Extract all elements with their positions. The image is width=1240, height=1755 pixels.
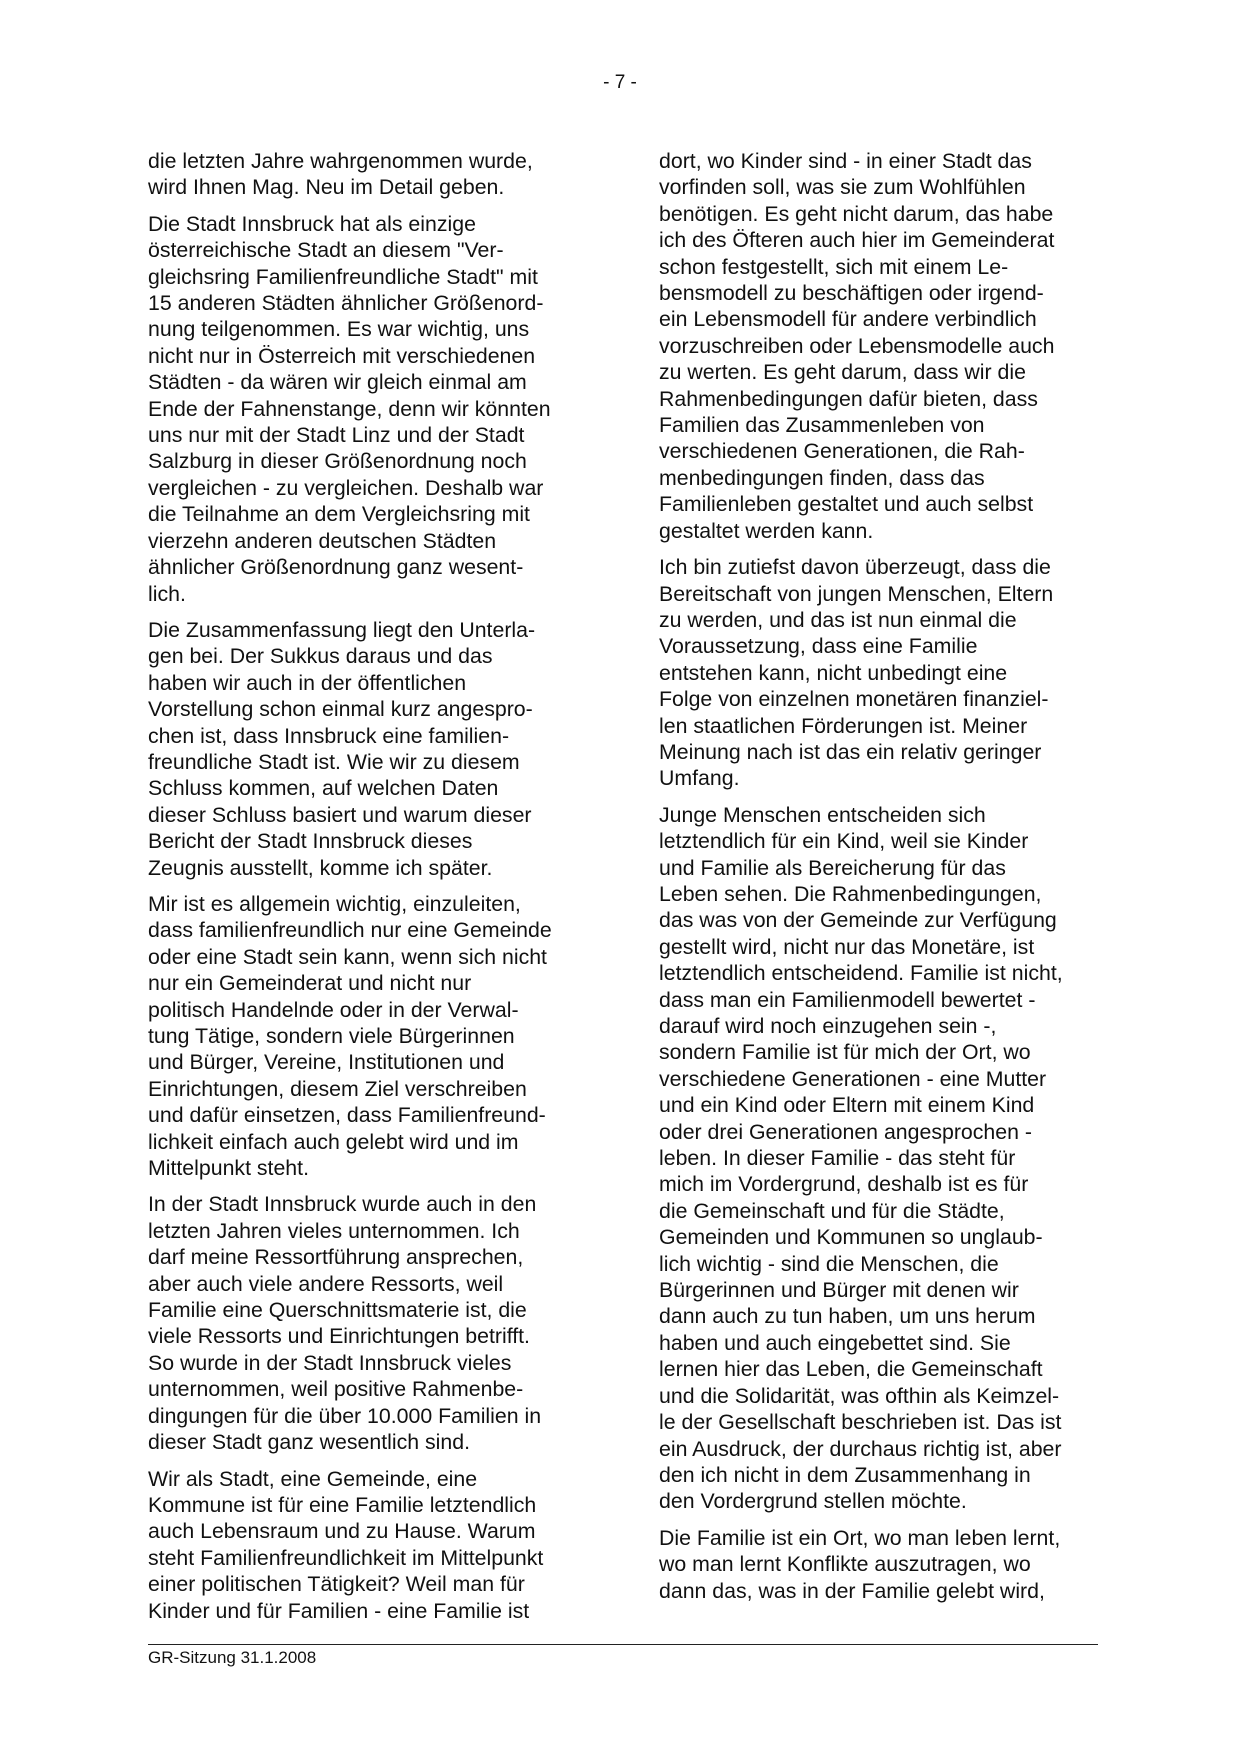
text-line: dieser Schluss basiert und warum dieser bbox=[148, 802, 532, 827]
text-column-right bbox=[659, 148, 1097, 1614]
text-line: chen ist, dass Innsbruck eine familien- bbox=[148, 723, 510, 748]
text-line: Meinung nach ist das ein relativ geringer bbox=[659, 739, 1042, 764]
paragraph bbox=[659, 802, 1097, 1515]
text-line: gleichsring Familienfreundliche Stadt" mit bbox=[148, 264, 538, 289]
text-line: und ein Kind oder Eltern mit einem Kind bbox=[659, 1093, 1035, 1118]
text-line: Bürgerinnen und Bürger mit denen wir bbox=[659, 1278, 1019, 1303]
text-line: nung teilgenommen. Es war wichtig, uns bbox=[148, 317, 530, 342]
text-line: lich. bbox=[148, 581, 186, 606]
text-line: le der Gesellschaft beschrieben ist. Das ist bbox=[659, 1410, 1062, 1435]
text-line: und dafür einsetzen, dass Familienfreund- bbox=[148, 1103, 546, 1128]
text-line: Junge Menschen entscheiden sich bbox=[659, 802, 986, 827]
text-line: letztendlich entscheidend. Familie ist nicht, bbox=[659, 961, 1063, 986]
text-line: das was von der Gemeinde zur Verfügung bbox=[659, 908, 1057, 933]
text-line: die Gemeinschaft und für die Städte, bbox=[659, 1198, 1005, 1223]
text-line: Bericht der Stadt Innsbruck dieses bbox=[148, 829, 473, 854]
text-line: österreichische Stadt an diesem "Ver- bbox=[148, 238, 504, 263]
text-line: dann das, was in der Familie gelebt wird, bbox=[659, 1578, 1045, 1603]
text-line: Vorstellung schon einmal kurz angespro- bbox=[148, 697, 533, 722]
footer-session-date: GR-Sitzung 31.1.2008 bbox=[148, 1648, 317, 1667]
text-line: vergleichen - zu vergleichen. Deshalb war bbox=[148, 475, 544, 500]
text-line: gestellt wird, nicht nur das Monetäre, ist bbox=[659, 934, 1035, 959]
text-line: dieser Stadt ganz wesentlich sind. bbox=[148, 1430, 471, 1455]
text-line: haben wir auch in der öffentlichen bbox=[148, 670, 467, 695]
text-line: Kinder und für Familien - eine Familie ist bbox=[148, 1598, 530, 1623]
text-line: gestaltet werden kann. bbox=[659, 518, 874, 543]
text-line: den Vordergrund stellen möchte. bbox=[659, 1489, 967, 1514]
text-line: menbedingungen finden, dass das bbox=[659, 465, 985, 490]
text-line: oder eine Stadt sein kann, wenn sich nicht bbox=[148, 944, 547, 969]
text-line: Familien das Zusammenleben von bbox=[659, 413, 985, 438]
paragraph bbox=[148, 617, 586, 881]
text-line: viele Ressorts und Einrichtungen betrifft. bbox=[148, 1324, 530, 1349]
text-line: lichkeit einfach auch gelebt wird und im bbox=[148, 1129, 519, 1154]
text-line: nicht nur in Österreich mit verschiedenen bbox=[148, 343, 536, 368]
text-line: lernen hier das Leben, die Gemeinschaft bbox=[659, 1357, 1043, 1382]
text-line: auch Lebensraum und zu Hause. Warum bbox=[148, 1519, 536, 1544]
text-line: Städten - da wären wir gleich einmal am bbox=[148, 370, 527, 395]
text-line: dingungen für die über 10.000 Familien in bbox=[148, 1403, 542, 1428]
text-line: letzten Jahren vieles unternommen. Ich bbox=[148, 1218, 520, 1243]
text-line: Rahmenbedingungen dafür bieten, dass bbox=[659, 386, 1038, 411]
text-line: benötigen. Es geht nicht darum, das habe bbox=[659, 201, 1054, 226]
text-line: vorzuschreiben oder Lebensmodelle auch bbox=[659, 333, 1055, 358]
text-line: Einrichtungen, diesem Ziel verschreiben bbox=[148, 1076, 527, 1101]
text-line: Bereitschaft von jungen Menschen, Eltern bbox=[659, 581, 1054, 606]
text-line: Kommune ist für eine Familie letztendlich bbox=[148, 1492, 537, 1517]
text-line: politisch Handelnde oder in der Verwal- bbox=[148, 997, 519, 1022]
text-line: oder drei Generationen angesprochen - bbox=[659, 1119, 1032, 1144]
text-line: sondern Familie ist für mich der Ort, wo bbox=[659, 1040, 1031, 1065]
text-line: Umfang. bbox=[659, 766, 740, 791]
paragraph bbox=[659, 148, 1097, 544]
text-line: verschiedenen Generationen, die Rah- bbox=[659, 439, 1025, 464]
text-line: Mir ist es allgemein wichtig, einzuleiten, bbox=[148, 891, 521, 916]
paragraph bbox=[148, 148, 586, 201]
text-line: schon festgestellt, sich mit einem Le- bbox=[659, 254, 1009, 279]
text-line: uns nur mit der Stadt Linz und der Stadt bbox=[148, 423, 525, 448]
text-column-left bbox=[148, 148, 586, 1634]
text-line: dass man ein Familienmodell bewertet - bbox=[659, 987, 1036, 1012]
text-line: tung Tätige, sondern viele Bürgerinnen bbox=[148, 1024, 515, 1048]
text-line: mich im Vordergrund, deshalb ist es für bbox=[659, 1172, 1029, 1197]
text-line: steht Familienfreundlichkeit im Mittelpunkt bbox=[148, 1545, 544, 1570]
text-line: Salzburg in dieser Größenordnung noch bbox=[148, 449, 527, 474]
text-line: dass familienfreundlich nur eine Gemeinde bbox=[148, 918, 552, 943]
text-line: Ich bin zutiefst davon überzeugt, dass die bbox=[659, 555, 1051, 580]
text-line: lich wichtig - sind die Menschen, die bbox=[659, 1251, 999, 1276]
text-line: In der Stadt Innsbruck wurde auch in den bbox=[148, 1192, 537, 1217]
text-line: dann auch zu tun haben, um uns herum bbox=[659, 1304, 1036, 1329]
footer-divider bbox=[148, 1644, 1098, 1645]
text-line: und die Solidarität, was ofthin als Keimzel- bbox=[659, 1383, 1060, 1408]
text-line: ich des Öfteren auch hier im Gemeinderat bbox=[659, 228, 1055, 253]
text-line: freundliche Stadt ist. Wie wir zu diesem bbox=[148, 749, 520, 774]
text-line: entstehen kann, nicht unbedingt eine bbox=[659, 660, 1008, 685]
text-line: haben und auch eingebettet sind. Sie bbox=[659, 1330, 1011, 1355]
text-line: Zeugnis ausstellt, komme ich später. bbox=[148, 855, 493, 880]
text-line: Familienleben gestaltet und auch selbst bbox=[659, 492, 1034, 517]
text-line: Die Familie ist ein Ort, wo man leben lernt, bbox=[659, 1525, 1061, 1550]
text-line: wird Ihnen Mag. Neu im Detail geben. bbox=[148, 175, 505, 200]
text-line: unternommen, weil positive Rahmenbe- bbox=[148, 1377, 524, 1402]
paragraph bbox=[148, 1466, 586, 1624]
text-line: wo man lernt Konflikte auszutragen, wo bbox=[659, 1552, 1031, 1577]
text-line: Folge von einzelnen monetären finanziel- bbox=[659, 687, 1049, 712]
text-line: Die Stadt Innsbruck hat als einzige bbox=[148, 211, 476, 236]
text-line: darf meine Ressortführung ansprechen, bbox=[148, 1245, 524, 1270]
text-line: gen bei. Der Sukkus daraus und das bbox=[148, 644, 493, 669]
text-line: und Bürger, Vereine, Institutionen und bbox=[148, 1050, 505, 1075]
text-line: Ende der Fahnenstange, denn wir könnten bbox=[148, 396, 551, 421]
text-line: Gemeinden und Kommunen so unglaub- bbox=[659, 1225, 1043, 1250]
text-line: die Teilnahme an dem Vergleichsring mit bbox=[148, 502, 530, 527]
paragraph bbox=[148, 1191, 586, 1455]
text-line: leben. In dieser Familie - das steht für bbox=[659, 1146, 1016, 1171]
text-line: dort, wo Kinder sind - in einer Stadt das bbox=[659, 149, 1032, 173]
text-line: letztendlich für ein Kind, weil sie Kinder bbox=[659, 829, 1029, 854]
text-line: Die Zusammenfassung liegt den Unterla- bbox=[148, 617, 536, 642]
text-line: ein Lebensmodell für andere verbindlich bbox=[659, 307, 1037, 332]
text-line: darauf wird noch einzugehen sein -, bbox=[659, 1014, 997, 1038]
text-line: ein Ausdruck, der durchaus richtig ist, aber bbox=[659, 1436, 1062, 1461]
text-line: die letzten Jahre wahrgenommen wurde, bbox=[148, 149, 533, 173]
text-line: Schluss kommen, auf welchen Daten bbox=[148, 776, 499, 801]
text-line: bensmodell zu beschäftigen oder irgend- bbox=[659, 281, 1044, 306]
text-line: und Familie als Bereicherung für das bbox=[659, 855, 1006, 880]
text-line: Voraussetzung, dass eine Familie bbox=[659, 634, 978, 659]
text-line: So wurde in der Stadt Innsbruck vieles bbox=[148, 1350, 512, 1375]
paragraph bbox=[659, 1525, 1097, 1604]
text-line: vorfinden soll, was sie zum Wohlfühlen bbox=[659, 175, 1026, 200]
paragraph bbox=[148, 891, 586, 1181]
text-line: Familie eine Querschnittsmaterie ist, die bbox=[148, 1298, 527, 1323]
text-line: einer politischen Tätigkeit? Weil man für bbox=[148, 1572, 525, 1597]
text-line: den ich nicht in dem Zusammenhang in bbox=[659, 1462, 1031, 1487]
paragraph bbox=[148, 211, 586, 607]
text-line: aber auch viele andere Ressorts, weil bbox=[148, 1271, 504, 1296]
text-line: len staatlichen Förderungen ist. Meiner bbox=[659, 713, 1028, 738]
page-number: - 7 - bbox=[603, 72, 637, 93]
text-line: vierzehn anderen deutschen Städten bbox=[148, 528, 497, 553]
text-line: Mittelpunkt steht. bbox=[148, 1156, 309, 1181]
text-line: 15 anderen Städten ähnlicher Größenord- bbox=[148, 291, 544, 316]
text-line: zu werden, und das ist nun einmal die bbox=[659, 607, 1017, 632]
text-line: ähnlicher Größenordnung ganz wesent- bbox=[148, 555, 524, 580]
text-line: Wir als Stadt, eine Gemeinde, eine bbox=[148, 1466, 478, 1491]
text-line: Leben sehen. Die Rahmenbedingungen, bbox=[659, 881, 1042, 906]
text-line: verschiedene Generationen - eine Mutter bbox=[659, 1066, 1047, 1091]
paragraph bbox=[659, 554, 1097, 792]
text-line: zu werten. Es geht darum, dass wir die bbox=[659, 360, 1026, 385]
text-line: nur ein Gemeinderat und nicht nur bbox=[148, 971, 472, 996]
